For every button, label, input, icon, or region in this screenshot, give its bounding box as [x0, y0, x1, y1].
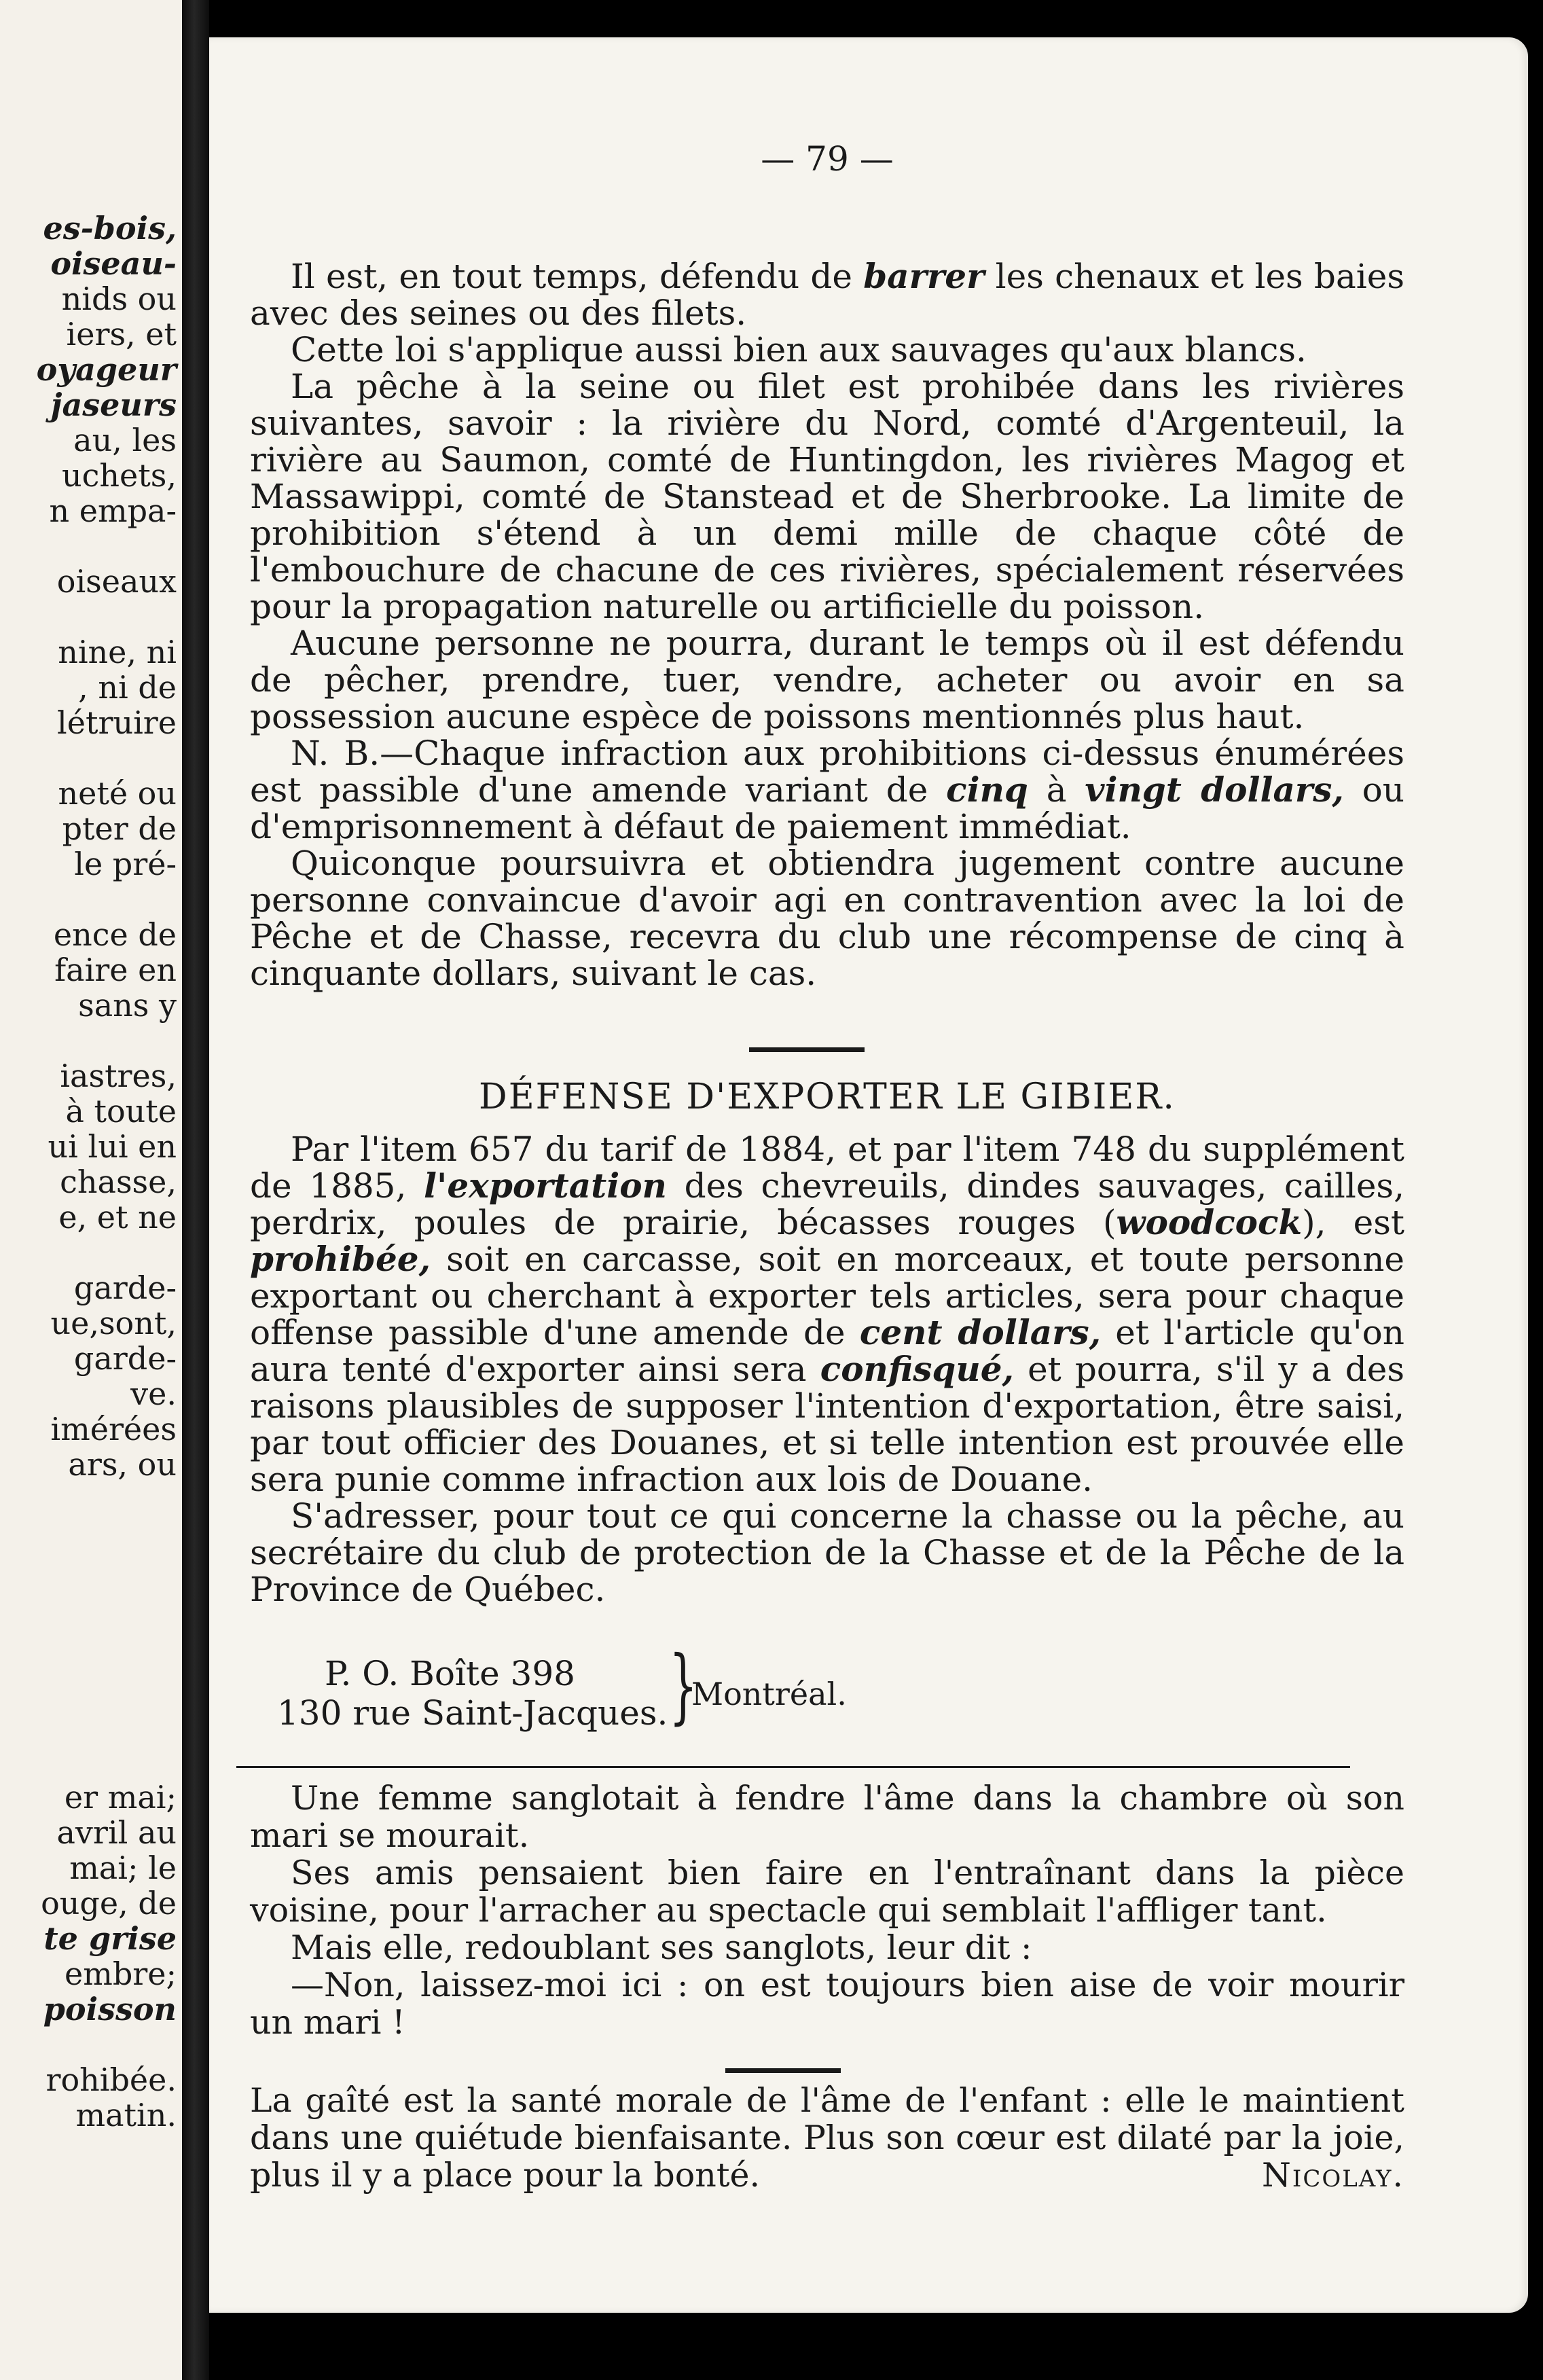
previous-page-line: nine, ni	[58, 634, 177, 670]
paragraph-sauvages: Cette loi s'applique aussi bien aux sauvages qu'aux blancs.	[291, 330, 1307, 369]
previous-page-line: ue,sont,	[50, 1305, 177, 1341]
horizontal-rule	[236, 1766, 1350, 1768]
text: à	[1028, 770, 1085, 810]
paragraph-sadresser: S'adresser, pour tout ce qui concerne la chasse ou la pêche, au secrétaire du club de protection de la Chasse et de la Pêche de la Province de Québec.	[250, 1496, 1404, 1609]
anecdote	[250, 1780, 1404, 2041]
previous-page-line: es-bois,	[43, 210, 177, 247]
address-street: 130 rue Saint-Jacques.	[277, 1693, 668, 1733]
paragraph-nb-amende	[250, 735, 1404, 845]
text: N. B.—Chaque infraction aux prohibitions ci-dessus énumérées est passible d'une amende variant de	[250, 734, 1404, 810]
previous-page-line: létruire	[57, 704, 177, 741]
maxim	[250, 2082, 1404, 2194]
previous-page-fragment	[0, 0, 182, 2380]
previous-page-line: avril au	[56, 1814, 177, 1851]
previous-page-line: iers, et	[66, 316, 177, 353]
previous-page-line: uchets,	[62, 457, 177, 494]
book-gutter	[182, 0, 209, 2380]
paragraph-exportation	[250, 1131, 1404, 1498]
emphasis: cent dollars,	[859, 1312, 1101, 1352]
address-city: Montréal.	[691, 1676, 847, 1712]
previous-page-line: , ni de	[78, 669, 177, 706]
anecdote-paragraph-1: Une femme sanglotait à fendre l'âme dans la chambre où son mari se mourait.	[250, 1779, 1404, 1855]
previous-page-line: ence de	[53, 916, 177, 953]
maxim-author: Nicolay.	[1262, 2156, 1404, 2195]
previous-page-line: pter de	[62, 810, 177, 847]
text: des chevreuils, dindes sauvages, cailles, perdrix, poules de prairie, bécasses rouges (	[250, 1166, 1404, 1242]
text: ou d'emprisonnement à défaut de paiement immédiat.	[250, 770, 1404, 846]
anecdote-paragraph-4: —Non, laissez-moi ici : on est toujours bien aise de voir mourir un mari !	[250, 1966, 1404, 2042]
previous-page-line: embre;	[65, 1955, 177, 1992]
emphasis: cinq	[946, 770, 1028, 810]
section-title: DÉFENSE D'EXPORTER LE GIBIER.	[479, 1077, 1176, 1117]
paragraph-barrer	[250, 258, 1404, 331]
previous-page-line: garde-	[73, 1269, 177, 1306]
text: Par l'item 657 du tarif de 1884, et par l'item 748 du supplément de 1885,	[250, 1130, 1404, 1206]
emphasis: confisqué,	[820, 1349, 1014, 1389]
text: et pourra, s'il y a des raisons plausibles de supposer l'intention d'exportation, être saisi, par tout officier des Douanes, et si telle intention est prouvée elle sera punie comme infraction aux lois de Douane.	[250, 1350, 1404, 1499]
text: soit en carcasse, soit en morceaux, et toute personne exportant ou cherchant à exporter tels articles, sera pour chaque offense passible d'une amende de	[250, 1240, 1404, 1352]
emphasis: barrer	[863, 256, 985, 296]
address-po-box: P. O. Boîte 398	[325, 1654, 575, 1693]
previous-page-line: au, les	[73, 422, 177, 458]
maxim-text	[250, 2082, 1404, 2194]
emphasis: woodcock	[1116, 1202, 1303, 1242]
emphasis: l'exportation	[424, 1166, 667, 1206]
previous-page-line: oiseau-	[50, 245, 177, 282]
previous-page-line: matin.	[75, 2097, 177, 2133]
book-page	[209, 37, 1528, 2313]
anecdote-paragraph-3: Mais elle, redoublant ses sanglots, leur dit :	[291, 1928, 1032, 1967]
paragraph-recompense: Quiconque poursuivra et obtiendra jugement contre aucune personne convaincue d'avoir agi en contravention avec la loi de Pêche et de Chasse, recevra du club une récompense de cinq à cinquante dollars, suivant le cas.	[250, 844, 1404, 993]
page-number: — 79 —	[761, 139, 894, 179]
address-block	[277, 1654, 668, 1733]
text: Il est, en tout temps, défendu de	[291, 257, 864, 296]
emphasis: vingt dollars,	[1085, 770, 1344, 810]
previous-page-line: nids ou	[61, 281, 177, 317]
export-text	[250, 1131, 1404, 1608]
previous-page-line: ouge, de	[41, 1885, 177, 1922]
previous-page-line: jaseurs	[50, 386, 177, 423]
previous-page-line: iastres,	[60, 1058, 177, 1094]
previous-page-line: chasse,	[60, 1164, 177, 1200]
previous-page-line: oyageur	[36, 351, 177, 388]
section-divider	[749, 1047, 865, 1052]
maxim-body: La gaîté est la santé morale de l'âme de l'enfant : elle le maintient dans une quiétude bienfaisante. Plus son cœur est dilaté par la joie, plus il y a place pour la bonté.	[250, 2081, 1404, 2195]
text: les chenaux et les baies avec des seines ou des filets.	[250, 257, 1404, 333]
previous-page-line: ars, ou	[68, 1446, 177, 1483]
previous-page-line: à toute	[65, 1093, 177, 1130]
previous-page-line: ui lui en	[48, 1128, 177, 1165]
previous-page-line: mai; le	[69, 1850, 177, 1886]
previous-page-line: poisson	[43, 1991, 177, 2027]
previous-page-line: te grise	[43, 1920, 177, 1957]
previous-page-line: n empa-	[49, 492, 177, 529]
previous-page-line: imérées	[50, 1411, 177, 1447]
section-divider	[725, 2068, 841, 2073]
previous-page-line: le pré-	[74, 846, 177, 882]
previous-page-line: garde-	[73, 1340, 177, 1377]
address-brace: }	[669, 1639, 698, 1733]
previous-page-line: oiseaux	[56, 563, 177, 600]
previous-page-line: faire en	[54, 952, 177, 988]
previous-page-line: ve.	[130, 1375, 177, 1412]
previous-page-line: er mai;	[64, 1779, 177, 1816]
emphasis: prohibée,	[250, 1239, 431, 1279]
text: ), est	[1302, 1203, 1405, 1242]
paragraph-seine: La pêche à la seine ou filet est prohibée dans les rivières suivantes, savoir : la rivière du Nord, comté d'Argenteuil, la rivière au Saumon, comté de Huntingdon, les rivières Magog et Massawippi, comté de Stanstead et de Sherbrooke. La limite de prohibition s'étend à un demi mille de chaque côté de l'embouchure de chacune de ces rivières, spécialement réservées pour la propagation naturelle ou artificielle du poisson.	[250, 367, 1404, 626]
regulations-text	[250, 258, 1404, 992]
previous-page-line: sans y	[78, 987, 177, 1024]
previous-page-line: neté ou	[58, 775, 177, 812]
previous-page-line: rohibée.	[46, 2061, 177, 2098]
anecdote-paragraph-2: Ses amis pensaient bien faire en l'entraînant dans la pièce voisine, pour l'arracher au spectacle qui semblait l'affliger tant.	[250, 1854, 1404, 1930]
paragraph-aucune-personne: Aucune personne ne pourra, durant le temps où il est défendu de pêcher, prendre, tuer, vendre, acheter ou avoir en sa possession aucune espèce de poissons mentionnés plus haut.	[250, 624, 1404, 736]
previous-page-line: e, et ne	[58, 1199, 177, 1236]
text: et l'article qu'on aura tenté d'exporter ainsi sera	[250, 1313, 1404, 1389]
